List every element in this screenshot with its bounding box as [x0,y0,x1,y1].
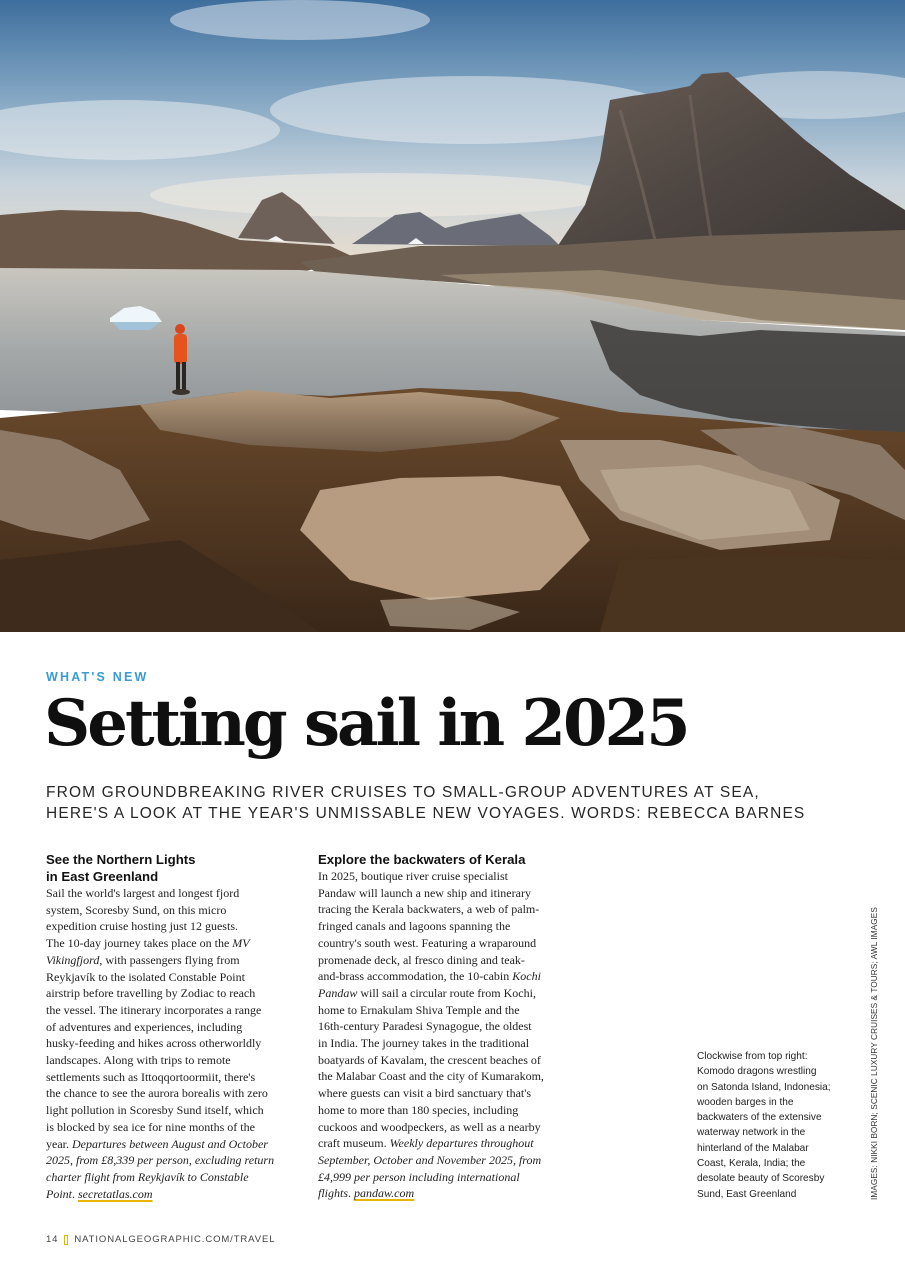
departure-info: £4,999 per person including international [318,1169,520,1184]
body-line: of adventures and experiences, including [46,1019,243,1034]
page-title: Setting sail in 2025 [44,686,688,761]
body-line [318,985,580,1002]
body-line [318,1185,580,1202]
article-body [46,885,308,1202]
body-text: craft museum. [318,1136,390,1151]
body-line: promenade deck, al fresco dining and teak- [318,952,525,967]
body-line: is blocked by sea ice for nine months of the [46,1119,255,1134]
caption-line: Sund, East Greenland [697,1188,797,1200]
caption-line: Clockwise from top right: [697,1051,808,1062]
body-line: fringed canals and lagoons spanning the [318,919,511,934]
standfirst-line: FROM GROUNDBREAKING RIVER CRUISES TO SMALL-GROUP ADVENTURES AT SEA, [46,784,760,801]
body-line: In 2025, boutique river cruise specialist [318,869,508,883]
body-line: country's south west. Featuring a wraparound [318,935,537,950]
photo-caption [697,1049,857,1202]
caption-line: wooden barges in the [697,1096,794,1108]
body-line: home to Ernakulam Shiva Temple and the [318,1002,520,1017]
article-title-line: See the Northern Lights [46,852,196,867]
article-title-line: in East Greenland [46,869,159,884]
body-text: The 10-day journey takes place on the [46,936,233,951]
page-number: 14 [46,1234,59,1245]
body-text: , with passengers flying from [99,952,240,967]
standfirst-line: HERE'S A LOOK AT THE YEAR'S UNMISSABLE NEW VOYAGES. WORDS: REBECCA BARNES [46,805,806,822]
body-text: and-brass accommodation, the 10-cabin [318,969,513,984]
divider-icon [64,1235,68,1245]
body-line: boatyards of Kavalam, the crescent beaches of [318,1052,541,1067]
body-line: system, Scoresby Sund, on this micro [46,902,227,917]
body-text: year. [46,1136,72,1151]
separator: . [72,1186,78,1201]
greenland-landscape-image [0,0,905,632]
standfirst [46,782,846,824]
body-line [318,968,580,985]
ship-name: MV [232,936,250,951]
body-line: the chance to see the aurora borealis with zero [46,1086,268,1101]
departure-info: Weekly departures throughout [389,1136,534,1151]
separator: . [348,1186,355,1201]
pandaw-link[interactable]: pandaw.com [354,1186,415,1201]
body-line: 16th-century Paradesi Synagogue, the oldest [318,1019,532,1034]
body-line: airstrip before travelling by Zodiac to reach [46,986,256,1001]
body-line: tracing the Kerala backwaters, a web of palm- [318,902,540,917]
caption-line: Coast, Kerala, India; the [697,1158,806,1170]
body-line: landscapes. Along with trips to remote [46,1053,231,1068]
departure-info: 2025, from £8,339 per person, excluding return [46,1153,275,1168]
body-line [46,1136,308,1153]
article-kerala [318,851,580,1202]
hero-photo [0,0,905,632]
body-line: settlements such as Ittoqqortoormiit, there's [46,1069,256,1084]
body-line [46,935,308,952]
image-credits: IMAGES: NIKKI BORN; SCENIC LUXURY CRUISES & TOURS; AWL IMAGES [870,907,879,1200]
body-text: will sail a circular route from Kochi, [357,985,536,1000]
body-line: cuckoos and woodpeckers, as well as a nearby [318,1119,541,1134]
caption-line: on Satonda Island, Indonesia; [697,1081,831,1093]
section-kicker: WHAT'S NEW [46,670,149,684]
article-title-line: Explore the backwaters of Kerala [318,852,526,867]
body-line: light pollution in Scoresby Sund itself, which [46,1103,264,1118]
body-line: Sail the world's largest and longest fjord [46,886,240,900]
ship-name: Kochi [512,969,541,984]
caption-line: desolate beauty of Scoresby [697,1173,825,1185]
footer-site: NATIONALGEOGRAPHIC.COM/TRAVEL [74,1234,276,1245]
article-title [46,851,308,885]
ship-name: Vikingfjord [46,952,100,967]
caption-line: hinterland of the Malabar [697,1142,809,1154]
body-line: the Malabar Coast and the city of Kumarakom, [318,1069,544,1084]
article-body [318,868,580,1202]
page-footer [46,1234,275,1245]
caption-line: Komodo dragons wrestling [697,1066,817,1078]
body-line: Pandaw will launch a new ship and itinerary [318,885,531,900]
body-line: expedition cruise hosting just 12 guests. [46,919,238,934]
body-line [318,1135,580,1152]
departure-info: flights [318,1186,349,1201]
body-line [46,952,308,969]
body-line: home to more than 180 species, including [318,1102,519,1117]
secretatlas-link[interactable]: secretatlas.com [78,1186,153,1201]
caption-line: waterway network in the [697,1127,806,1139]
body-line: the vessel. The itinerary incorporates a range [46,1002,262,1017]
caption-line: backwaters of the extensive [697,1112,822,1124]
departure-info: charter flight from Reykjavík to Constable [46,1169,249,1184]
body-line: where guests can visit a bird sanctuary that's [318,1086,532,1101]
article-northern-lights [46,851,308,1202]
departure-info: Departures between August and October [72,1136,268,1151]
body-line: Reykjavík to the isolated Constable Point [46,969,245,984]
departure-info: September, October and November 2025, from [318,1152,542,1167]
article-title [318,851,580,868]
ship-name: Pandaw [318,985,358,1000]
body-line: husky-feeding and hikes across otherworldly [46,1036,262,1051]
body-line [46,1186,308,1203]
departure-info: Point [46,1186,72,1201]
body-line: in India. The journey takes in the traditional [318,1036,530,1051]
